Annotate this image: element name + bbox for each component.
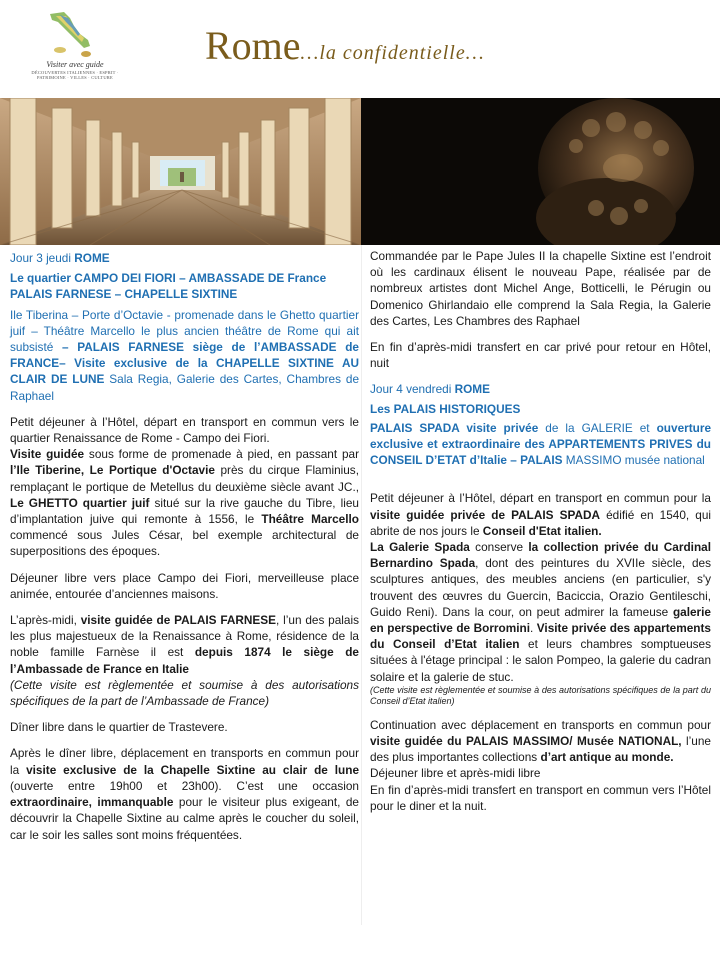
day4-paragraph-4: Déjeuner libre et après-midi libre (370, 766, 541, 781)
logo-subcaption: DÉCOUVERTES ITALIENNES · ESPRIT · PATRIMOINE · VILLES · CULTURE (31, 70, 119, 80)
r-p3-text-1: Petit déjeuner à l’Hôtel, départ en transport en commun pour la (370, 491, 711, 506)
r-p5-bold-2: d’art antique au monde. (540, 750, 674, 765)
day3-paragraph-1: Petit déjeuner à l’Hôtel, départ en transport en commun vers le quartier Renaissance de Rome - Campo dei Fiori. (10, 414, 359, 446)
p2-bold-2: l’Ile Tiberine, Le Portique d'Octavie (10, 463, 215, 478)
r-p3-bold-1: visite guidée privée de PALAIS SPADA (370, 507, 601, 522)
day3-paragraph-4 (10, 612, 359, 677)
day4-paragraph-3 (370, 717, 711, 766)
logo-caption: Visiter avec guide (46, 60, 104, 69)
r-p4-text-4: et leurs chambres somptueuses situées à l'étage principal : le salon Pompeo, la galerie du cadran solaire et la galerie de stuc. (370, 637, 711, 684)
r-p5-text-1: Continuation avec déplacement en transports en commun pour (370, 717, 711, 732)
day3-paragraph-5: Dîner libre dans le quartier de Trastevere. (10, 720, 228, 735)
day3-heading (10, 250, 359, 266)
r-p4-bold-2: la collection privée du Cardinal Bernardino Spada (370, 540, 711, 571)
summary-bold-1: PALAIS SPADA visite privée (370, 420, 539, 435)
colonnade-photo (0, 98, 361, 245)
p2-text-3: situé sur la rive gauche du Tibre, lieu d’implantation juive qui remonte à 1556, le (10, 495, 359, 527)
right-column (370, 248, 711, 814)
day4-summary (370, 420, 711, 469)
day3-farnese-note: (Cette visite est règlementée et soumise à des autorisations spécifiques de la part de l’Ambassade de France) (10, 677, 359, 709)
summary-part-c: Sala Regia, Galerie des Cartes, Chambres de Raphael (10, 372, 359, 403)
p4-bold-2: depuis 1874 le siège de l’Ambassade de France en Italie (10, 645, 359, 676)
day3-paragraph-2 (10, 446, 359, 559)
r-p4-bold-4: Visite privée des appartements du Conseil d’Etat italien (370, 621, 711, 652)
summary-part-b: – PALAIS FARNESE siège de l’AMBASSADE de FRANCE– Visite exclusive de la CHAPELLE SIXTINE AU CLAIR DE LUNE (10, 340, 359, 387)
r-p5-bold-1: visite guidée du PALAIS MASSIMO/ Musée NATIONAL, (370, 734, 682, 749)
r-p3-text-2: édifié en 1540, qui abrite de nos jours le (370, 507, 711, 538)
day4-label: Jour 4 vendredi (370, 382, 455, 397)
day3-city: ROME (74, 251, 110, 265)
summary-bold-2: ouverture exclusive et extraordinaire des APPARTEMENTS PRIVES du CONSEIL D’ETAT d’Italie – PALAIS (370, 420, 712, 468)
r-p5-text-2: l’une des plus importantes collections (370, 734, 711, 765)
day3-title-1: Le quartier CAMPO DEI FIORI – AMBASSADE DE France (10, 271, 327, 286)
day3-label: Jour 3 jeudi (10, 251, 75, 265)
page-title (205, 22, 485, 69)
p2-bold-4: Théâtre Marcello (261, 512, 359, 527)
day4-paragraph-5: En fin d’après-midi transfert en transport en commun vers l’Hôtel pour le diner et la nuit. (370, 782, 711, 813)
day3-summary (10, 307, 359, 404)
p6-bold-2: extraordinaire, immanquable (10, 795, 174, 810)
summary-text-2: MASSIMO musée national (562, 453, 705, 468)
day3-paragraph-3: Déjeuner libre vers place Campo dei Fiori, merveilleuse place animée, entourée d’anciennes maisons. (10, 570, 359, 601)
r-p4-text-1: conserve (469, 540, 529, 555)
day3-return-paragraph: En fin d’après-midi transfert en car privé pour retour en Hôtel, nuit (370, 340, 711, 371)
p2-bold-1: Visite guidée (10, 447, 85, 462)
day3-paragraph-6 (10, 745, 359, 842)
p4-bold-1: visite guidée de PALAIS FARNESE (80, 613, 277, 628)
sixtine-paragraph: Commandée par le Pape Jules II la chapelle Sixtine est l’endroit où les cardinaux élisent le nouveau Pape, réalisée par de nombreux artistes dont Michel Ange, Botticelli, le Pérugin ou Domenico Ghirlandaio elle comprend la Sala Regia, la Galerie des Cartes, Les Chambres des Raphael (370, 249, 711, 328)
summary-text-1: de la GALERIE et (538, 420, 657, 435)
day4-city: ROME (454, 382, 491, 397)
title-suffix: …la confidentielle… (300, 42, 485, 64)
r-p4-text-2: , dont des peintures du XVIIe siècle, des sculptures antiques, des meubles anciens (en particulier, s'y trouvent des œuvres du Guercin, Baciccia, Orazio Gentileschi, Guido Reni). Dans la cour, on peut admirer la fameuse (370, 556, 711, 619)
p2-text-2: près du cirque Flaminius, remplaçant le portique de Metellus du deuxième siècle avant JC., (10, 463, 359, 494)
day4-title: Les PALAIS HISTORIQUES (370, 401, 521, 416)
p6-text-1: Après le dîner libre, déplacement en transports en commun pour la (10, 746, 359, 777)
bronze-sculpture-photo (361, 98, 720, 245)
column-divider (361, 245, 362, 925)
r-p4-bold-3: galerie en perspective de Borromini (370, 604, 711, 636)
p4-text-2: , l’un des palais les plus majestueux de la Renaissance à Rome, résidence de la noble famille Farnèse il est (10, 613, 359, 660)
day4-heading (370, 381, 711, 397)
left-column (10, 250, 359, 843)
p4-text-1: L’après-midi, (10, 613, 81, 628)
p2-text-1: sous forme de promenade à pied, en passant par (84, 447, 359, 462)
r-p4-bold-1: La Galerie Spada (370, 540, 470, 555)
p6-bold-1: visite exclusive de la Chapelle Sixtine au clair de lune (26, 762, 360, 777)
logo (30, 10, 120, 90)
day4-spada-note: (Cette visite est règlementée et soumise à des autorisations spécifiques de la part du Conseil d’Etat italien) (370, 684, 711, 706)
summary-part-a: Ile Tiberina – Porte d’Octavie - promenade dans le Ghetto quartier juif – Théâtre Marcello le plus ancien théâtre de Rome qui ait subsisté (10, 307, 359, 355)
p6-text-2: (ouverte entre 19h00 et 23h00). C’est une occasion (10, 778, 359, 793)
italy-map-logo-icon (30, 10, 120, 60)
day4-paragraph-2 (370, 539, 711, 685)
p2-bold-3: Le GHETTO quartier juif (10, 495, 150, 510)
p2-text-4: commencé sous Jules César, bel exemple architectural de superpositions des époques. (10, 528, 359, 559)
day3-title-2: PALAIS FARNESE – CHAPELLE SIXTINE (10, 287, 238, 302)
day4-paragraph-1 (370, 490, 711, 539)
title-main: Rome (205, 23, 301, 68)
r-p4-text-3: . (529, 621, 537, 636)
r-p3-bold-2: Conseil d'Etat italien. (482, 523, 602, 538)
p6-text-3: pour le visiteur plus exigeant, de découvrir la Chapelle Sixtine au calme après le coucher du soleil, car le soir les salles sont moins fréquentées. (10, 795, 359, 842)
